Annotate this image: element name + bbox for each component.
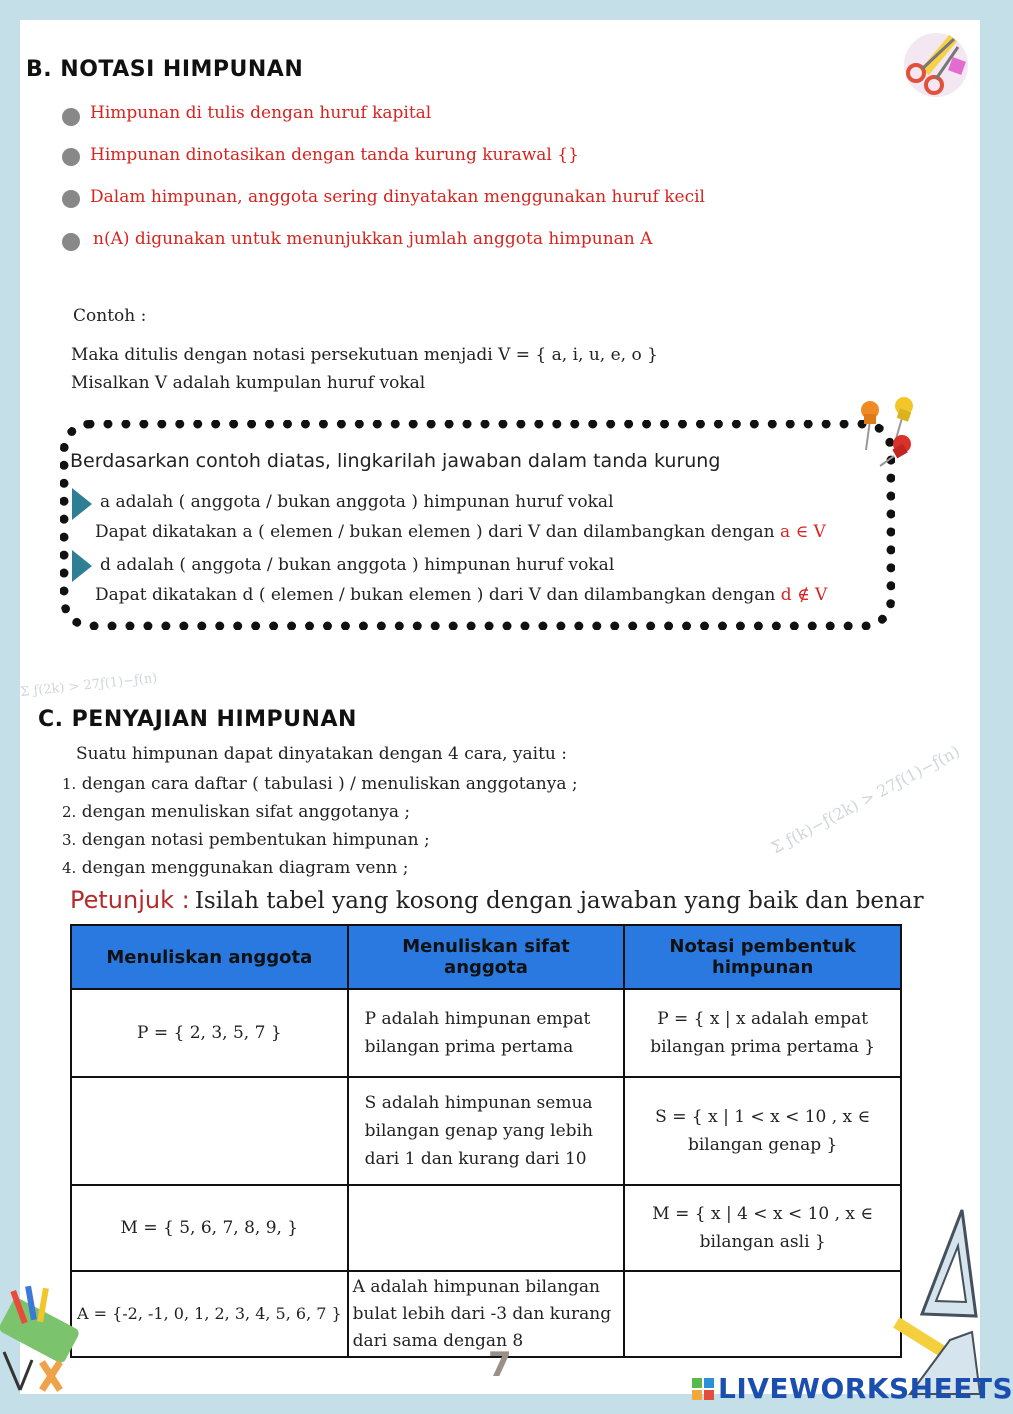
exercise-item: d adalah ( anggota / bukan anggota ) himpunan huruf vokal xyxy=(100,555,615,575)
scissors-icon xyxy=(900,25,972,103)
not-element-of-symbol: d ∉ V xyxy=(780,585,828,605)
table-cell: P = { 2, 3, 5, 7 } xyxy=(71,989,348,1077)
triangle-bullet-icon xyxy=(72,550,92,582)
cell-line: bilangan genap } xyxy=(687,1135,838,1155)
column-header: Menuliskan anggota xyxy=(71,925,348,989)
element-of-symbol: a ∈ V xyxy=(780,522,826,542)
liveworksheets-logo[interactable]: LIVEWORKSHEETS xyxy=(718,1372,1013,1405)
rule-item: n(A) digunakan untuk menunjukkan jumlah anggota himpunan A xyxy=(93,229,653,249)
exercise-item-text: Dapat dikatakan d ( elemen / bukan elemen ) dari V dan dilambangkan dengan xyxy=(95,585,776,605)
math-doodle-icon: Σ ƒ(k)−ƒ(2k) > 27ƒ(1)−ƒ(n) xyxy=(767,741,963,858)
exercise-item-text: Dapat dikatakan a ( elemen / bukan elemen ) dari V dan dilambangkan dengan xyxy=(95,522,775,542)
example-line: Misalkan V adalah kumpulan huruf vokal xyxy=(71,373,426,393)
table-cell xyxy=(348,1271,625,1357)
answer-cell-empty[interactable] xyxy=(624,1271,901,1357)
column-header: Menuliskan sifat anggota xyxy=(348,925,625,989)
rule-item: Himpunan dinotasikan dengan tanda kurung kurawal {} xyxy=(90,145,579,165)
worksheet-page xyxy=(19,20,1013,1405)
rule-item: Dalam himpunan, anggota sering dinyatakan menggunakan huruf kecil xyxy=(90,187,705,207)
bullet-dot-icon xyxy=(62,108,80,126)
table-row xyxy=(71,989,901,1077)
exercise-item-line xyxy=(95,585,827,605)
answer-cell-empty[interactable] xyxy=(71,1077,348,1185)
pencil-case-icon xyxy=(0,1282,90,1394)
bullet-dot-icon xyxy=(62,148,80,166)
cell-line: S = { x | 1 < x < 10 , x ∈ xyxy=(655,1107,871,1127)
method-number: 4. xyxy=(62,859,77,877)
cell-line: dari 1 dan kurang dari 10 xyxy=(364,1149,587,1169)
method-text: dengan menggunakan diagram venn ; xyxy=(81,858,409,878)
method-item xyxy=(62,774,578,794)
instruction-text: Isilah tabel yang kosong dengan jawaban yang baik dan benar xyxy=(194,888,924,914)
example-line: Maka ditulis dengan notasi persekutuan menjadi V = { a, i, u, e, o } xyxy=(71,345,658,365)
table-row xyxy=(71,1077,901,1185)
table-row xyxy=(71,1271,901,1357)
liveworksheets-logo-icon xyxy=(692,1378,714,1404)
page-number: 7 xyxy=(488,1345,512,1385)
section-c-intro: Suatu himpunan dapat dinyatakan dengan 4 cara, yaitu : xyxy=(76,744,568,764)
triangle-bullet-icon xyxy=(72,488,92,520)
cell-line: dari sama dengan 8 xyxy=(352,1330,524,1351)
method-number: 1. xyxy=(62,775,77,793)
section-b-title: B. NOTASI HIMPUNAN xyxy=(26,57,304,82)
table-cell xyxy=(624,1077,901,1185)
method-item xyxy=(62,830,430,850)
table-cell xyxy=(348,989,625,1077)
method-item xyxy=(62,802,410,822)
cell-line: bilangan prima pertama } xyxy=(650,1037,876,1057)
answer-cell-empty[interactable] xyxy=(348,1185,625,1271)
cell-line: bilangan genap yang lebih xyxy=(364,1121,593,1141)
method-text: dengan notasi pembentukan himpunan ; xyxy=(81,830,430,850)
example-label: Contoh : xyxy=(73,306,147,326)
cell-line: A adalah himpunan bilangan xyxy=(352,1276,600,1297)
section-c-title: C. PENYAJIAN HIMPUNAN xyxy=(38,707,357,732)
cell-line: M = { x | 4 < x < 10 , x ∈ xyxy=(652,1204,874,1224)
exercise-heading: Berdasarkan contoh diatas, lingkarilah jawaban dalam tanda kurung xyxy=(70,450,721,472)
method-item xyxy=(62,858,409,878)
instruction-label: Petunjuk : xyxy=(70,886,190,914)
cell-line: bulat lebih dari -3 dan kurang xyxy=(352,1303,612,1324)
set-square-icon xyxy=(910,1206,980,1394)
method-number: 3. xyxy=(62,831,77,849)
table-cell xyxy=(624,989,901,1077)
cell-line: bilangan prima pertama xyxy=(364,1037,574,1057)
push-pin-icon xyxy=(854,390,924,468)
table-row xyxy=(71,1185,901,1271)
table-cell: A = {-2, -1, 0, 1, 2, 3, 4, 5, 6, 7 } xyxy=(71,1271,348,1357)
exercise-item-line xyxy=(95,522,826,542)
table-cell xyxy=(624,1185,901,1271)
exercise-item: a adalah ( anggota / bukan anggota ) himpunan huruf vokal xyxy=(100,492,614,512)
cell-line: P = { x | x adalah empat xyxy=(657,1009,869,1029)
rule-item: Himpunan di tulis dengan huruf kapital xyxy=(90,103,432,123)
set-representation-table xyxy=(70,924,902,1358)
bullet-dot-icon xyxy=(62,233,80,251)
method-text: dengan cara daftar ( tabulasi ) / menuliskan anggotanya ; xyxy=(81,774,578,794)
cell-line: S adalah himpunan semua xyxy=(364,1093,593,1113)
method-number: 2. xyxy=(62,803,77,821)
math-doodle-icon: Σ ƒ(2k) > 27ƒ(1)−ƒ(n) xyxy=(19,670,158,701)
cell-line: P adalah himpunan empat xyxy=(364,1009,591,1029)
table-cell xyxy=(348,1077,625,1185)
instruction-line xyxy=(70,886,924,914)
method-text: dengan menuliskan sifat anggotanya ; xyxy=(81,802,411,822)
bullet-dot-icon xyxy=(62,190,80,208)
cell-line: bilangan asli } xyxy=(699,1232,826,1252)
table-cell: M = { 5, 6, 7, 8, 9, } xyxy=(71,1185,348,1271)
column-header: Notasi pembentuk himpunan xyxy=(624,925,901,989)
